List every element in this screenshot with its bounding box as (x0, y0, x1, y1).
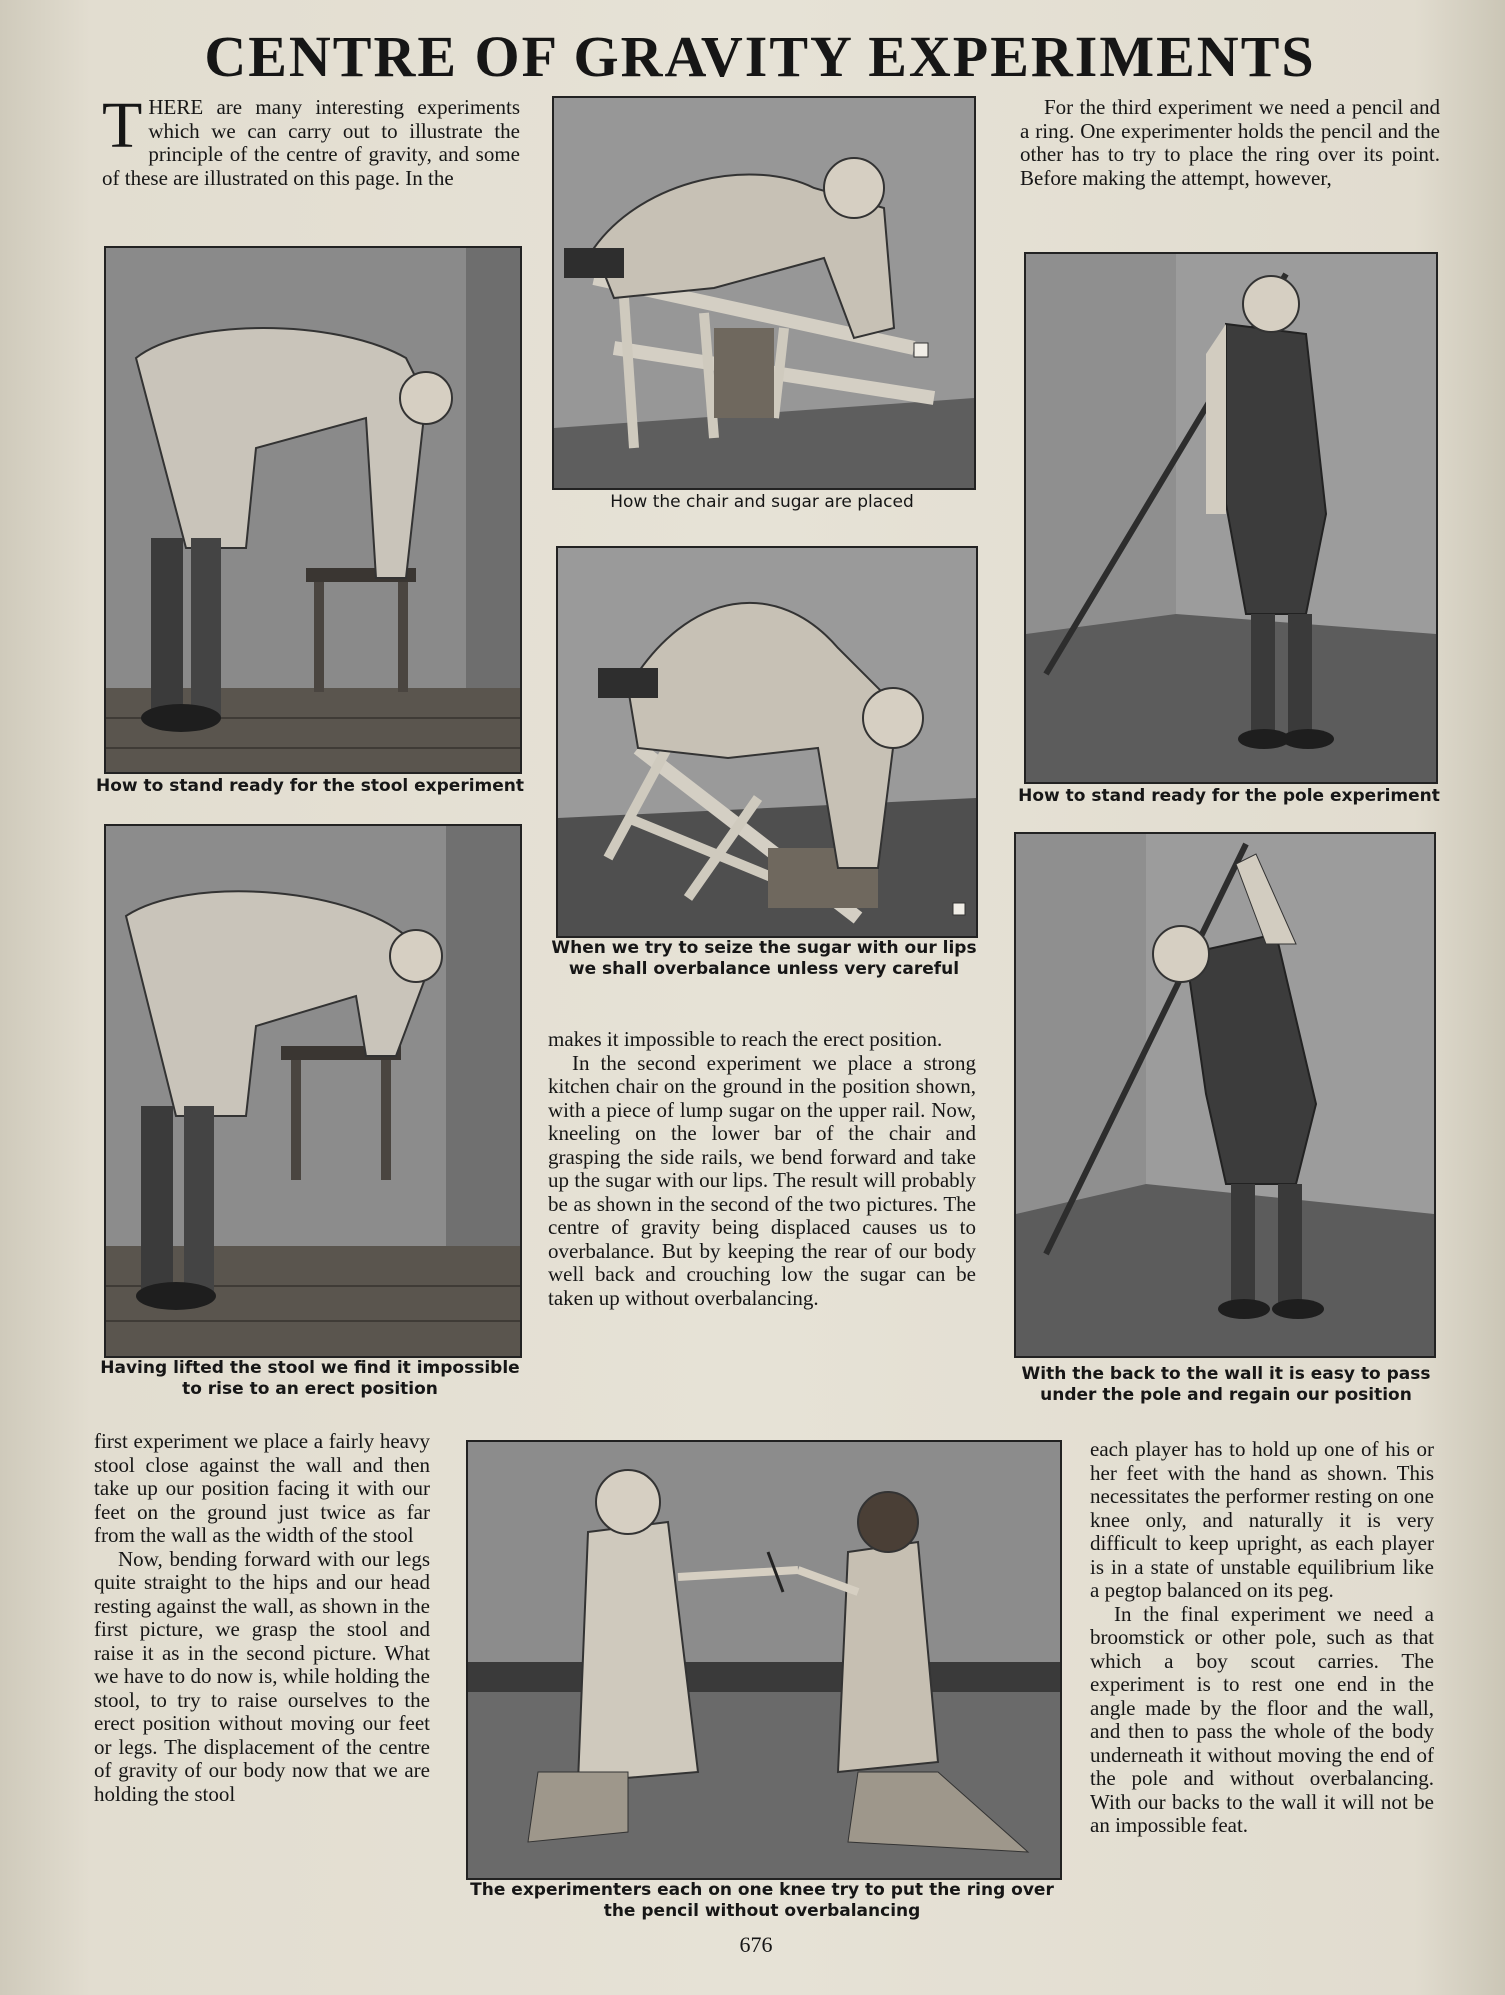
stool-lifted-illustration (104, 824, 522, 1358)
center-paragraph-2: In the second experiment we place a strong kitchen chair on the ground in the position shown, with a piece of lump sugar on the upper rail. Now, kneeling on the lower bar of the chair and grasping the side rails, we bend forward and take up the sugar with our lips. The result will probably be as shown in the second of the two pictures. The centre of gravity being displaced causes us to overbalance. But by keeping the rear of our body well back and crouching low the sugar can be taken up without overbalancing. (548, 1050, 976, 1310)
pole-ready-illustration (1024, 252, 1438, 784)
caption-pole-pass: With the back to the wall it is easy to pass under the pole and regain our position (1021, 1364, 1431, 1405)
page-title: CENTRE OF GRAVITY EXPERIMENTS (204, 24, 1316, 89)
third-experiment-paragraph (1020, 96, 1440, 190)
caption-chair-placed: How the chair and sugar are placed (610, 492, 914, 512)
ring-pencil-illustration (466, 1440, 1062, 1880)
intro-text: are many interesting experiments which we can carry out to illustrate the principle of the centre of gravity, and some of these are illustrated on this page. In the (102, 95, 520, 190)
left-column-text (94, 1430, 430, 1806)
intro-lead: HERE (148, 95, 204, 119)
drop-cap: T (102, 89, 143, 162)
left-paragraph-2: Now, bending forward with our legs quite straight to the hips and our head resting against the wall, as shown in the first picture, we grasp the stool and raise it as in the second picture. What we have to do now is, while holding the stool, to try to raise ourselves to the erect position without moving our feet or legs. The displacement of the centre of gravity of our body now that we are holding the stool (94, 1546, 430, 1806)
stool-ready-illustration (104, 246, 522, 774)
pole-pass-illustration (1014, 832, 1436, 1358)
caption-stool-lifted: Having lifted the stool we find it impossible to rise to an erect position (100, 1358, 520, 1399)
caption-overbalance: When we try to seize the sugar with our lips we shall overbalance unless very careful (551, 938, 977, 979)
caption-pole-ready: How to stand ready for the pole experiment (1018, 786, 1440, 806)
right-paragraph-1: each player has to hold up one of his or her feet with the hand as shown. This necessitates the performer resting on one knee only, and naturally it is very difficult to keep upright, as each player is in a state of unstable equilibrium like a pegtop balanced on its peg. (1090, 1437, 1434, 1602)
overbalance-illustration (556, 546, 978, 938)
right-column-text (1090, 1438, 1434, 1838)
chair-placed-illustration (552, 96, 976, 490)
right-paragraph-2: In the final experiment we need a broomstick or other pole, such as that which a boy scout carries. The experiment is to rest one end in the angle made by the floor and the wall, and then to pass the whole of the body underneath it without moving the end of the pole and without overbalancing. With our backs to the wall it will not be an impossible feat. (1090, 1601, 1434, 1837)
page-number: 676 (739, 1932, 773, 1957)
caption-ring-pencil: The experimenters each on one knee try to put the ring over the pencil without overbalancing (470, 1880, 1054, 1921)
intro-paragraph (102, 89, 520, 190)
third-experiment-text: For the third experiment we need a pencil and a ring. One experimenter holds the pencil and the other has to try to place the ring over its point. Before making the attempt, however, (1020, 95, 1440, 190)
center-paragraph-1: makes it impossible to reach the erect position. (548, 1027, 943, 1051)
caption-stool-ready: How to stand ready for the stool experiment (96, 776, 524, 796)
center-column-text (548, 1028, 976, 1310)
left-paragraph-1: first experiment we place a fairly heavy stool close against the wall and then take up our position facing it with our feet on the ground just twice as far from the wall as the width of the stool (94, 1429, 430, 1547)
